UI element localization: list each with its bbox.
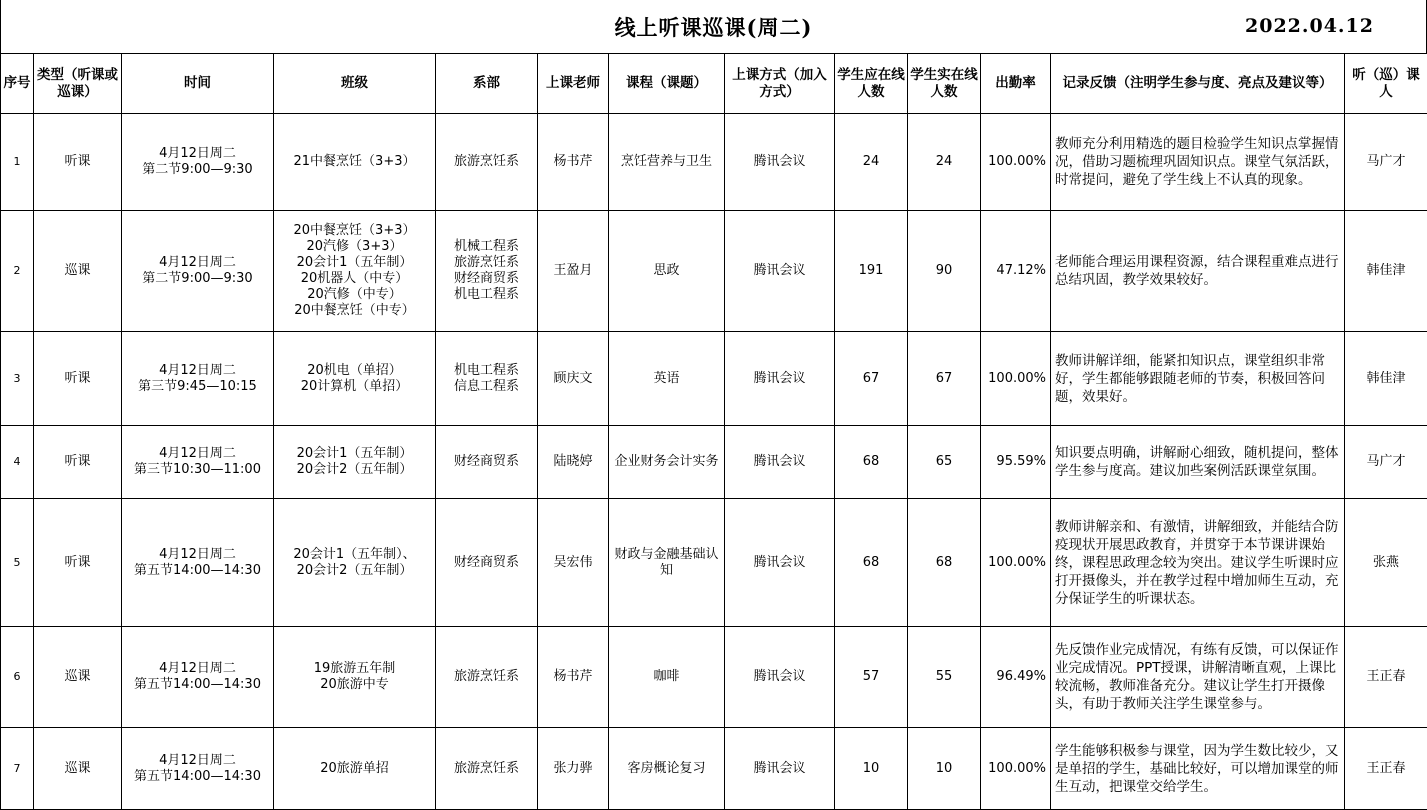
table-row [1, 426, 1427, 499]
cell-observer[interactable]: 张燕 [1345, 499, 1427, 627]
cell-feedback[interactable]: 老师能合理运用课程资源，结合课程重难点进行总结巩固，教学效果较好。 [1051, 211, 1345, 332]
cell-rate[interactable]: 47.12% [981, 211, 1051, 332]
cell-dept-line: 机电工程系 [453, 287, 519, 302]
cell-class[interactable] [274, 499, 436, 627]
col-course: 课程（课题） [609, 54, 725, 114]
cell-teacher[interactable]: 杨书芹 [538, 114, 609, 211]
cell-time-line: 第二节9:00—9:30 [142, 162, 253, 177]
cell-rate[interactable]: 95.59% [981, 426, 1051, 499]
cell-dept[interactable] [436, 728, 538, 810]
cell-rate[interactable]: 100.00% [981, 114, 1051, 211]
cell-observer[interactable]: 马广才 [1345, 114, 1427, 211]
cell-time-line: 第五节14:00—14:30 [134, 768, 261, 784]
cell-feedback[interactable]: 教师讲解详细，能紧扣知识点，课堂组织非常好，学生都能够跟随老师的节奏，积极回答问题，效果好。 [1051, 332, 1345, 426]
cell-course[interactable]: 财政与金融基础认知 [609, 499, 725, 627]
cell-dept[interactable] [436, 627, 538, 728]
title-row [0, 0, 1427, 54]
cell-time[interactable] [122, 426, 274, 499]
cell-teacher[interactable]: 吴宏伟 [538, 499, 609, 627]
cell-expected[interactable]: 10 [835, 728, 908, 810]
cell-actual[interactable]: 24 [908, 114, 981, 211]
cell-actual[interactable]: 65 [908, 426, 981, 499]
cell-class-line: 20旅游中专 [320, 677, 389, 692]
cell-expected[interactable]: 191 [835, 211, 908, 332]
table-row [1, 499, 1427, 627]
cell-class[interactable] [274, 627, 436, 728]
cell-time[interactable] [122, 332, 274, 426]
cell-dept-line: 信息工程系 [453, 378, 519, 394]
cell-observer[interactable]: 王正春 [1345, 728, 1427, 810]
cell-class-line: 20汽修（3+3） [306, 239, 403, 254]
cell-expected[interactable]: 67 [835, 332, 908, 426]
cell-dept-line: 旅游烹饪系 [453, 669, 519, 684]
cell-class-line: 20中餐烹饪（3+3） [293, 223, 416, 238]
cell-dept-line: 旅游烹饪系 [453, 154, 519, 169]
cell-class-line: 20计算机（单招） [300, 378, 409, 394]
col-feedback: 记录反馈（注明学生参与度、亮点及建议等） [1051, 54, 1345, 114]
col-rate: 出勤率 [981, 54, 1051, 114]
cell-course[interactable]: 思政 [609, 211, 725, 332]
col-observer: 听（巡）课人 [1345, 54, 1427, 114]
col-type: 类型（听课或巡课） [34, 54, 122, 114]
col-dept: 系部 [436, 54, 538, 114]
cell-expected[interactable]: 68 [835, 499, 908, 627]
cell-rate[interactable]: 100.00% [981, 728, 1051, 810]
table-row [1, 114, 1427, 211]
cell-class-line: 20会计2（五年制） [296, 462, 413, 477]
cell-observer[interactable]: 马广才 [1345, 426, 1427, 499]
cell-time-line: 4月12日周二 [159, 661, 236, 676]
observation-table [0, 53, 1427, 810]
cell-dept-line: 财经商贸系 [453, 454, 519, 469]
cell-teacher[interactable]: 张力骅 [538, 728, 609, 810]
cell-mode[interactable]: 腾讯会议 [725, 426, 835, 499]
cell-class-line: 20会计2（五年制） [296, 562, 413, 578]
cell-actual[interactable]: 10 [908, 728, 981, 810]
cell-teacher[interactable]: 杨书芹 [538, 627, 609, 728]
cell-seq[interactable]: 2 [1, 211, 34, 332]
cell-actual[interactable]: 67 [908, 332, 981, 426]
cell-class-line: 20旅游单招 [320, 760, 389, 776]
cell-dept-line: 机械工程系 [453, 239, 519, 254]
cell-time[interactable] [122, 728, 274, 810]
cell-type[interactable]: 听课 [34, 114, 122, 211]
cell-feedback[interactable]: 教师充分利用精选的题目检验学生知识点掌握情况，借助习题梳理巩固知识点。课堂气氛活跃，时常提问，避免了学生线上不认真的现象。 [1051, 114, 1345, 211]
cell-seq[interactable]: 3 [1, 332, 34, 426]
cell-course[interactable]: 英语 [609, 332, 725, 426]
col-class: 班级 [274, 54, 436, 114]
cell-feedback[interactable]: 学生能够积极参与课堂，因为学生数比较少，又是单招的学生，基础比较好，可以增加课堂的师生互动，把课堂交给学生。 [1051, 728, 1345, 810]
cell-class[interactable] [274, 426, 436, 499]
cell-observer[interactable]: 王正春 [1345, 627, 1427, 728]
cell-mode[interactable]: 腾讯会议 [725, 627, 835, 728]
cell-dept[interactable] [436, 332, 538, 426]
cell-observer[interactable]: 韩佳津 [1345, 211, 1427, 332]
cell-teacher[interactable]: 陆晓婷 [538, 426, 609, 499]
cell-time-line: 第五节14:00—14:30 [134, 677, 261, 692]
cell-mode[interactable]: 腾讯会议 [725, 332, 835, 426]
table-row [1, 728, 1427, 810]
col-mode: 上课方式（加入方式） [725, 54, 835, 114]
cell-mode[interactable]: 腾讯会议 [725, 114, 835, 211]
cell-dept[interactable] [436, 426, 538, 499]
cell-actual[interactable]: 68 [908, 499, 981, 627]
cell-class[interactable] [274, 728, 436, 810]
cell-time[interactable] [122, 627, 274, 728]
cell-dept-line: 旅游烹饪系 [453, 760, 519, 776]
cell-rate[interactable]: 96.49% [981, 627, 1051, 728]
cell-type[interactable]: 听课 [34, 426, 122, 499]
cell-feedback[interactable]: 先反馈作业完成情况，有练有反馈，可以保证作业完成情况。PPT授课，讲解清晰直观，上课比较流畅，教师准备充分。建议让学生打开摄像头，有助于教师关注学生课堂参与。 [1051, 627, 1345, 728]
cell-class-line: 20会计1（五年制）、 [293, 546, 416, 562]
cell-course[interactable]: 咖啡 [609, 627, 725, 728]
cell-class[interactable] [274, 114, 436, 211]
cell-dept[interactable] [436, 114, 538, 211]
cell-expected[interactable]: 68 [835, 426, 908, 499]
cell-type[interactable]: 听课 [34, 499, 122, 627]
cell-time-line: 4月12日周二 [159, 146, 236, 161]
col-expected: 学生应在线人数 [835, 54, 908, 114]
cell-type[interactable]: 巡课 [34, 211, 122, 332]
cell-mode[interactable]: 腾讯会议 [725, 211, 835, 332]
cell-seq[interactable]: 1 [1, 114, 34, 211]
cell-seq[interactable]: 4 [1, 426, 34, 499]
cell-course[interactable]: 企业财务会计实务 [609, 426, 725, 499]
cell-teacher[interactable]: 顾庆文 [538, 332, 609, 426]
col-teacher: 上课老师 [538, 54, 609, 114]
cell-feedback[interactable]: 知识要点明确，讲解耐心细致，随机提问，整体学生参与度高。建议加些案例活跃课堂氛围。 [1051, 426, 1345, 499]
sheet-title: 线上听课巡课(周二) [614, 15, 813, 40]
cell-expected[interactable]: 57 [835, 627, 908, 728]
header-row [1, 54, 1427, 114]
table-row [1, 332, 1427, 426]
cell-class-line: 20汽修（中专） [307, 287, 402, 302]
cell-dept[interactable] [436, 211, 538, 332]
cell-dept[interactable] [436, 499, 538, 627]
cell-expected[interactable]: 24 [835, 114, 908, 211]
cell-feedback[interactable]: 教师讲解亲和、有激情，讲解细致，并能结合防疫现状开展思政教育，并贯穿于本节课讲课始终，课程思政理念较为突出。建议学生听课时应打开摄像头，并在教学过程中增加师生互动，充分保证学生的听课状态。 [1051, 499, 1345, 627]
cell-time-line: 4月12日周二 [159, 752, 236, 768]
cell-time[interactable] [122, 211, 274, 332]
cell-course[interactable]: 客房概论复习 [609, 728, 725, 810]
cell-seq[interactable]: 5 [1, 499, 34, 627]
cell-actual[interactable]: 90 [908, 211, 981, 332]
cell-seq[interactable]: 7 [1, 728, 34, 810]
cell-class-line: 20机电（单招） [307, 362, 402, 378]
cell-time-line: 4月12日周二 [159, 255, 236, 270]
cell-rate[interactable]: 100.00% [981, 332, 1051, 426]
cell-time-line: 4月12日周二 [159, 546, 236, 562]
cell-type[interactable]: 巡课 [34, 728, 122, 810]
cell-time-line: 4月12日周二 [159, 446, 236, 461]
cell-time-line: 第五节14:00—14:30 [134, 562, 261, 578]
cell-dept-line: 财经商贸系 [453, 271, 519, 286]
cell-class-line: 20会计1（五年制） [296, 255, 413, 270]
cell-teacher[interactable]: 王盈月 [538, 211, 609, 332]
cell-actual[interactable]: 55 [908, 627, 981, 728]
cell-class-line: 19旅游五年制 [313, 661, 396, 676]
cell-time[interactable] [122, 499, 274, 627]
cell-class-line: 20中餐烹饪（中专） [294, 303, 415, 318]
cell-time[interactable] [122, 114, 274, 211]
col-actual: 学生实在线人数 [908, 54, 981, 114]
cell-time-line: 第三节10:30—11:00 [134, 462, 261, 477]
table-row [1, 211, 1427, 332]
sheet-date: 2022.04.12 [1245, 15, 1374, 37]
cell-dept-line: 旅游烹饪系 [453, 255, 519, 270]
cell-time-line: 4月12日周二 [159, 362, 236, 378]
cell-class-line: 20会计1（五年制） [296, 446, 413, 461]
cell-seq[interactable]: 6 [1, 627, 34, 728]
cell-rate[interactable]: 100.00% [981, 499, 1051, 627]
cell-dept-line: 机电工程系 [453, 362, 519, 378]
cell-observer[interactable]: 韩佳津 [1345, 332, 1427, 426]
cell-class[interactable] [274, 211, 436, 332]
col-seq: 序号 [1, 54, 34, 114]
cell-type[interactable]: 听课 [34, 332, 122, 426]
cell-class-line: 21中餐烹饪（3+3） [293, 154, 416, 169]
table-row [1, 627, 1427, 728]
cell-class-line: 20机器人（中专） [300, 271, 409, 286]
cell-time-line: 第三节9:45—10:15 [138, 378, 257, 394]
cell-class[interactable] [274, 332, 436, 426]
cell-dept-line: 财经商贸系 [453, 554, 519, 570]
cell-mode[interactable]: 腾讯会议 [725, 499, 835, 627]
cell-course[interactable]: 烹饪营养与卫生 [609, 114, 725, 211]
cell-type[interactable]: 巡课 [34, 627, 122, 728]
cell-mode[interactable]: 腾讯会议 [725, 728, 835, 810]
cell-time-line: 第二节9:00—9:30 [142, 271, 253, 286]
col-time: 时间 [122, 54, 274, 114]
